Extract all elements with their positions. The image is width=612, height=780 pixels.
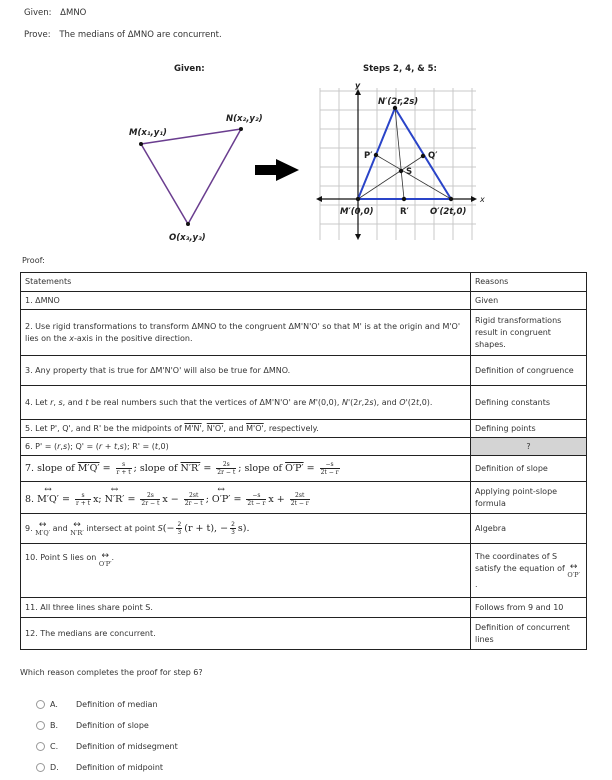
text: =: [230, 494, 245, 505]
table-row: [21, 310, 587, 356]
numerator: −s: [320, 461, 340, 469]
text: (0,0),: [317, 397, 342, 407]
given-figure-title: Given:: [174, 64, 205, 74]
segment-no: N'O': [206, 423, 224, 433]
line-mq: [35, 521, 50, 537]
reason-9: Algebra: [471, 514, 587, 544]
text: (2: [350, 397, 359, 407]
table-row: [21, 386, 587, 420]
line-nr: [70, 521, 84, 537]
var-s: s: [58, 397, 63, 407]
prove-line: [24, 30, 222, 40]
reason-2: Rigid transformations result in congruent shapes.: [471, 310, 587, 356]
line-mq: ↔ M′Q′: [37, 488, 59, 506]
segment-mn: M'N': [184, 423, 202, 433]
reason-5: Defining points: [471, 420, 587, 438]
text: 8.: [25, 494, 38, 505]
var: r: [98, 441, 103, 451]
denominator: 2r − t: [184, 500, 203, 507]
denominator: 2r − t: [217, 469, 236, 476]
proof-label: Proof:: [22, 256, 45, 265]
denominator: 3: [177, 528, 182, 536]
fraction: [75, 492, 91, 507]
statement-4: [21, 386, 471, 420]
reason-1: Given: [471, 292, 587, 310]
text: .: [111, 553, 115, 562]
statement-2: [21, 310, 471, 356]
reason-10: [471, 544, 587, 598]
line-name: N′R′: [70, 528, 84, 537]
text: 5. Let P', Q', and R' be the midpoints of: [25, 423, 185, 433]
label-n: N(x₂,y₂): [226, 114, 263, 124]
text: 7. slope of: [25, 463, 78, 474]
text: s).: [237, 522, 250, 534]
denominator: 2t − r: [247, 500, 266, 507]
line-name: O′P′: [567, 570, 580, 579]
table-row: [21, 598, 587, 618]
y-axis-down-arrow: [355, 234, 361, 240]
line-arrow-icon: ↔: [569, 561, 578, 572]
denominator: r + t: [75, 500, 91, 507]
var-r: r: [50, 397, 54, 407]
median-op: [376, 155, 451, 199]
text: , and: [223, 423, 247, 433]
reason-11: Follows from 9 and 10: [471, 598, 587, 618]
fraction: [216, 461, 236, 476]
numerator: 2s: [140, 492, 160, 500]
label-o: O(x₃,y₃): [169, 233, 206, 243]
y-axis-label: y: [355, 81, 361, 90]
option-letter: C.: [50, 742, 59, 751]
statement-2-text: 2. Use rigid transformations to transform ΔMNO to the congruent ΔM'N'O' so that M' is at the origin and M'O' lies on the x-axis in the positive direction.: [25, 321, 461, 343]
fraction: [320, 461, 340, 476]
vertex-n: [239, 127, 243, 131]
table-row: [21, 618, 587, 650]
text: =: [58, 494, 73, 505]
point-q-prime: [421, 154, 425, 158]
line-name: M′Q′: [35, 528, 51, 537]
text: ), and: [373, 397, 400, 407]
question-prompt: Which reason completes the proof for step 6?: [20, 668, 203, 677]
option-text: Definition of slope: [76, 721, 149, 730]
point-s: [399, 169, 403, 173]
var: s: [119, 441, 124, 451]
var: s: [62, 441, 68, 451]
line-op: [99, 552, 112, 568]
option-a[interactable]: [36, 700, 158, 709]
text: 10. Point S lies on: [25, 553, 99, 562]
given-value: ΔMNO: [60, 8, 87, 18]
reason-7: Definition of slope: [471, 456, 587, 482]
text: (2: [407, 397, 417, 407]
line-arrow-icon: ↔: [38, 519, 47, 530]
text: , and: [62, 397, 86, 407]
numerator: 2: [231, 520, 235, 528]
option-b[interactable]: [36, 721, 149, 730]
x-axis-right-arrow: [471, 196, 477, 202]
option-letter: A.: [50, 700, 58, 709]
table-row: [21, 544, 587, 598]
statement-1: 1. ΔMNO: [21, 292, 471, 310]
statement-8: [21, 482, 471, 514]
table-row: [21, 514, 587, 544]
text: ,0): [158, 441, 169, 451]
side-om: [141, 144, 188, 224]
table-row: [21, 482, 587, 514]
text: 9.: [25, 523, 36, 533]
point-m-prime: [356, 197, 360, 201]
reasons-header: Reasons: [471, 273, 587, 292]
option-d[interactable]: [36, 763, 163, 772]
text: ; slope of: [133, 463, 181, 474]
grid: [320, 88, 476, 240]
radio-button[interactable]: [36, 742, 45, 751]
fraction: [184, 492, 204, 507]
text: 6. P' = (: [25, 441, 58, 451]
var: t: [154, 441, 159, 451]
text: =: [303, 463, 318, 474]
line-op: [567, 563, 580, 579]
statement-3: 3. Any property that is true for ΔM'N'O' will also be true for ΔMNO.: [21, 356, 471, 386]
table-row: [21, 438, 587, 456]
label-n-prime: N′(2r,2s): [378, 97, 419, 107]
denominator: 2t − r: [290, 500, 309, 507]
point-p-prime: [374, 153, 378, 157]
text: ,: [60, 441, 63, 451]
point-o-prime: [449, 197, 453, 201]
numerator: 2st: [290, 492, 310, 500]
text: The coordinates of S satisfy the equation of: [475, 551, 568, 573]
line-arrow-icon: ↔: [73, 519, 81, 530]
numerator: −s: [246, 492, 266, 500]
fraction: [290, 492, 310, 507]
segment-mq: M′Q′: [77, 463, 100, 474]
given-key: Given:: [24, 8, 52, 18]
denominator: 3: [231, 528, 235, 536]
option-c[interactable]: [36, 742, 178, 751]
text: =: [200, 463, 215, 474]
denominator: 2r − t: [141, 500, 160, 507]
table-row: [21, 456, 587, 482]
text: ,2: [361, 397, 370, 407]
var-r: r: [358, 397, 362, 407]
radio-button[interactable]: [36, 721, 45, 730]
proof-table: [20, 272, 587, 650]
label-m-prime: M′(0,0): [340, 207, 374, 217]
given-line: [24, 8, 86, 18]
var-s: s: [369, 397, 374, 407]
reason-4: Defining constants: [471, 386, 587, 420]
line-nr: ↔ N′R′: [105, 488, 125, 506]
text: x;: [93, 494, 105, 505]
table-header-row: [21, 273, 587, 292]
label-r-prime: R′: [400, 207, 409, 217]
text: 4. Let: [25, 397, 51, 407]
vertex-o: [186, 222, 190, 226]
text: ,: [53, 397, 59, 407]
side-no: [188, 129, 241, 224]
option-text: Definition of median: [76, 700, 158, 709]
statement-12: 12. The medians are concurrent.: [21, 618, 471, 650]
text: x −: [162, 494, 182, 505]
segment-mo: M'O': [246, 423, 264, 433]
label-m: M(x₁,y₁): [129, 128, 167, 138]
steps-figure-title: Steps 2, 4, & 5:: [363, 64, 437, 74]
numerator: 2st: [184, 492, 204, 500]
denominator: r + t: [116, 469, 131, 476]
var: r: [57, 441, 61, 451]
var: t: [113, 441, 118, 451]
point-m: M': [308, 397, 318, 407]
text: =: [124, 494, 139, 505]
text: ,0).: [419, 397, 433, 407]
point-r-prime: [402, 197, 406, 201]
reason-12: Definition of concurrent lines: [471, 618, 587, 650]
statement-11: 11. All three lines share point S.: [21, 598, 471, 618]
coordinate-plane-figure: [310, 78, 490, 248]
reason-3: Definition of congruence: [471, 356, 587, 386]
point-s: S: [157, 523, 163, 533]
statement-7: [21, 456, 471, 482]
text: ,: [201, 423, 207, 433]
statements-header: Statements: [21, 273, 471, 292]
statement-10: [21, 544, 471, 598]
point-n: N': [341, 397, 351, 407]
statement-6: [21, 438, 471, 456]
numerator: 2s: [216, 461, 236, 469]
segment-nr: N′R′: [180, 463, 201, 474]
reason-8: Applying point-slope formula: [471, 482, 587, 514]
option-text: Definition of midsegment: [76, 742, 178, 751]
label-q-prime: Q′: [428, 151, 438, 161]
option-letter: B.: [50, 721, 59, 730]
radio-button[interactable]: [36, 700, 45, 709]
text: .: [475, 579, 478, 589]
text: x +: [268, 494, 288, 505]
text: ; slope of: [238, 463, 286, 474]
denominator: 2t − r: [320, 469, 339, 476]
text: +: [102, 441, 114, 451]
fraction: [176, 521, 182, 536]
text: ,: [117, 441, 120, 451]
reason-6-missing: ?: [471, 438, 587, 456]
prove-value: The medians of ΔMNO are concurrent.: [59, 30, 222, 40]
text: ); R' = (: [123, 441, 155, 451]
fraction: [246, 492, 266, 507]
text: (r + t), −: [184, 522, 229, 534]
var-x: x: [69, 333, 74, 343]
prove-key: Prove:: [24, 30, 51, 40]
numerator: s: [116, 461, 132, 469]
label-o-prime: O′(2t,0): [430, 207, 467, 217]
text: and: [50, 523, 71, 533]
statement-5: [21, 420, 471, 438]
text: (−: [162, 522, 175, 534]
vertex-m: [139, 142, 143, 146]
line-arrow-icon: ↔: [101, 551, 109, 561]
fraction: [230, 521, 236, 536]
var-t: t: [85, 397, 89, 407]
text: be real numbers such that the vertices of ΔM'N'O' are: [88, 397, 309, 407]
text: ); Q' = (: [67, 441, 99, 451]
fraction: [140, 492, 160, 507]
fraction: [116, 461, 132, 476]
radio-button[interactable]: [36, 763, 45, 772]
text: =: [99, 463, 114, 474]
line-name: O′P′: [98, 560, 112, 568]
statement-9: [21, 514, 471, 544]
text: , respectively.: [263, 423, 319, 433]
x-axis-left-arrow: [316, 196, 322, 202]
option-letter: D.: [50, 763, 59, 772]
option-text: Definition of midpoint: [76, 763, 164, 772]
numerator: 2: [177, 520, 182, 528]
text: ;: [205, 494, 212, 505]
table-row: [21, 356, 587, 386]
numerator: s: [75, 492, 91, 500]
label-s: S: [406, 167, 413, 177]
right-arrow-icon: [254, 157, 300, 183]
text: intersect at point: [83, 523, 158, 533]
x-axis-label: x: [480, 195, 485, 204]
point-o: O': [399, 397, 408, 407]
line-op: ↔ O′P′: [212, 488, 231, 506]
table-row: [21, 420, 587, 438]
var-t: t: [416, 397, 420, 407]
segment-op: O′P′: [285, 463, 304, 474]
table-row: [21, 292, 587, 310]
label-p-prime: P′: [364, 151, 373, 161]
